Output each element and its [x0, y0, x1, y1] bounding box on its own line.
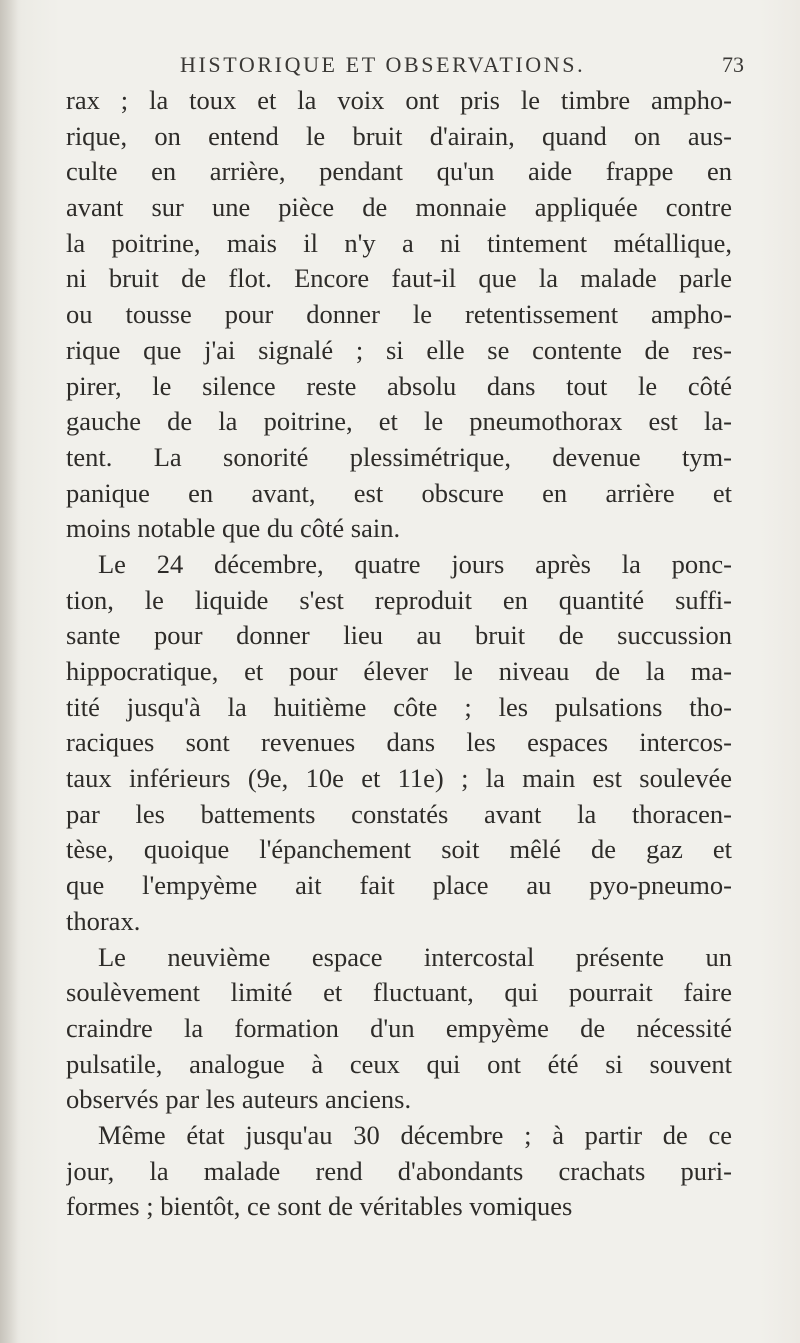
- body-text: [66, 83, 732, 1225]
- text-line: ni bruit de flot. Encore faut-il que la malade parle: [66, 263, 732, 294]
- text-line: jour, la malade rend d'abondants crachats puri-: [66, 1155, 732, 1186]
- text-line: pulsatile, analogue à ceux qui ont été si souvent: [66, 1048, 732, 1079]
- text-line: ou tousse pour donner le retentissement ampho-: [66, 299, 732, 330]
- text-line: tion, le liquide s'est reproduit en quantité suffi-: [66, 584, 732, 615]
- running-head: [0, 52, 800, 82]
- text-line: par les battements constatés avant la thoracen-: [66, 798, 732, 829]
- text-line: Le 24 décembre, quatre jours après la ponc-: [98, 548, 732, 579]
- text-line: Le neuvième espace intercostal présente un: [98, 941, 732, 972]
- text-line: que l'empyème ait fait place au pyo-pneumo-: [66, 870, 732, 901]
- text-line: moins notable que du côté sain.: [66, 513, 401, 544]
- text-line: gauche de la poitrine, et le pneumothorax est la-: [66, 406, 732, 437]
- running-title: HISTORIQUE ET OBSERVATIONS.: [180, 52, 586, 77]
- text-line: sante pour donner lieu au bruit de succussion: [66, 620, 732, 651]
- text-line: rax ; la toux et la voix ont pris le timbre ampho-: [66, 85, 732, 115]
- text-line: panique en avant, est obscure en arrière et: [66, 477, 732, 508]
- text-line: Même état jusqu'au 30 décembre ; à partir de ce: [98, 1119, 732, 1150]
- text-line: rique, on entend le bruit d'airain, quand on aus-: [66, 120, 732, 151]
- text-line: craindre la formation d'un empyème de nécessité: [66, 1012, 732, 1043]
- text-line: tèse, quoique l'épanchement soit mêlé de gaz et: [66, 834, 732, 865]
- text-line: raciques sont revenues dans les espaces intercos-: [66, 727, 732, 758]
- page-number: 73: [722, 52, 744, 77]
- text-line: taux inférieurs (9e, 10e et 11e) ; la main est soulevée: [66, 763, 732, 794]
- text-line: thorax.: [66, 905, 141, 936]
- text-line: culte en arrière, pendant qu'un aide frappe en: [66, 156, 732, 187]
- binding-shadow: [0, 0, 18, 1343]
- text-line: hippocratique, et pour élever le niveau de la ma-: [66, 656, 732, 686]
- text-line: avant sur une pièce de monnaie appliquée contre: [66, 192, 732, 223]
- text-line: tent. La sonorité plessimétrique, devenue tym-: [66, 441, 732, 472]
- text-line: soulèvement limité et fluctuant, qui pourrait faire: [66, 977, 732, 1008]
- text-line: tité jusqu'à la huitième côte ; les pulsations tho-: [66, 691, 732, 722]
- text-line: pirer, le silence reste absolu dans tout le côté: [66, 370, 732, 401]
- text-line: rique que j'ai signalé ; si elle se contente de res-: [66, 334, 732, 365]
- text-line: observés par les auteurs anciens.: [66, 1084, 412, 1115]
- text-line: la poitrine, mais il n'y a ni tintement métallique,: [66, 227, 732, 258]
- text-line: formes ; bientôt, ce sont de véritables vomiques: [66, 1191, 573, 1222]
